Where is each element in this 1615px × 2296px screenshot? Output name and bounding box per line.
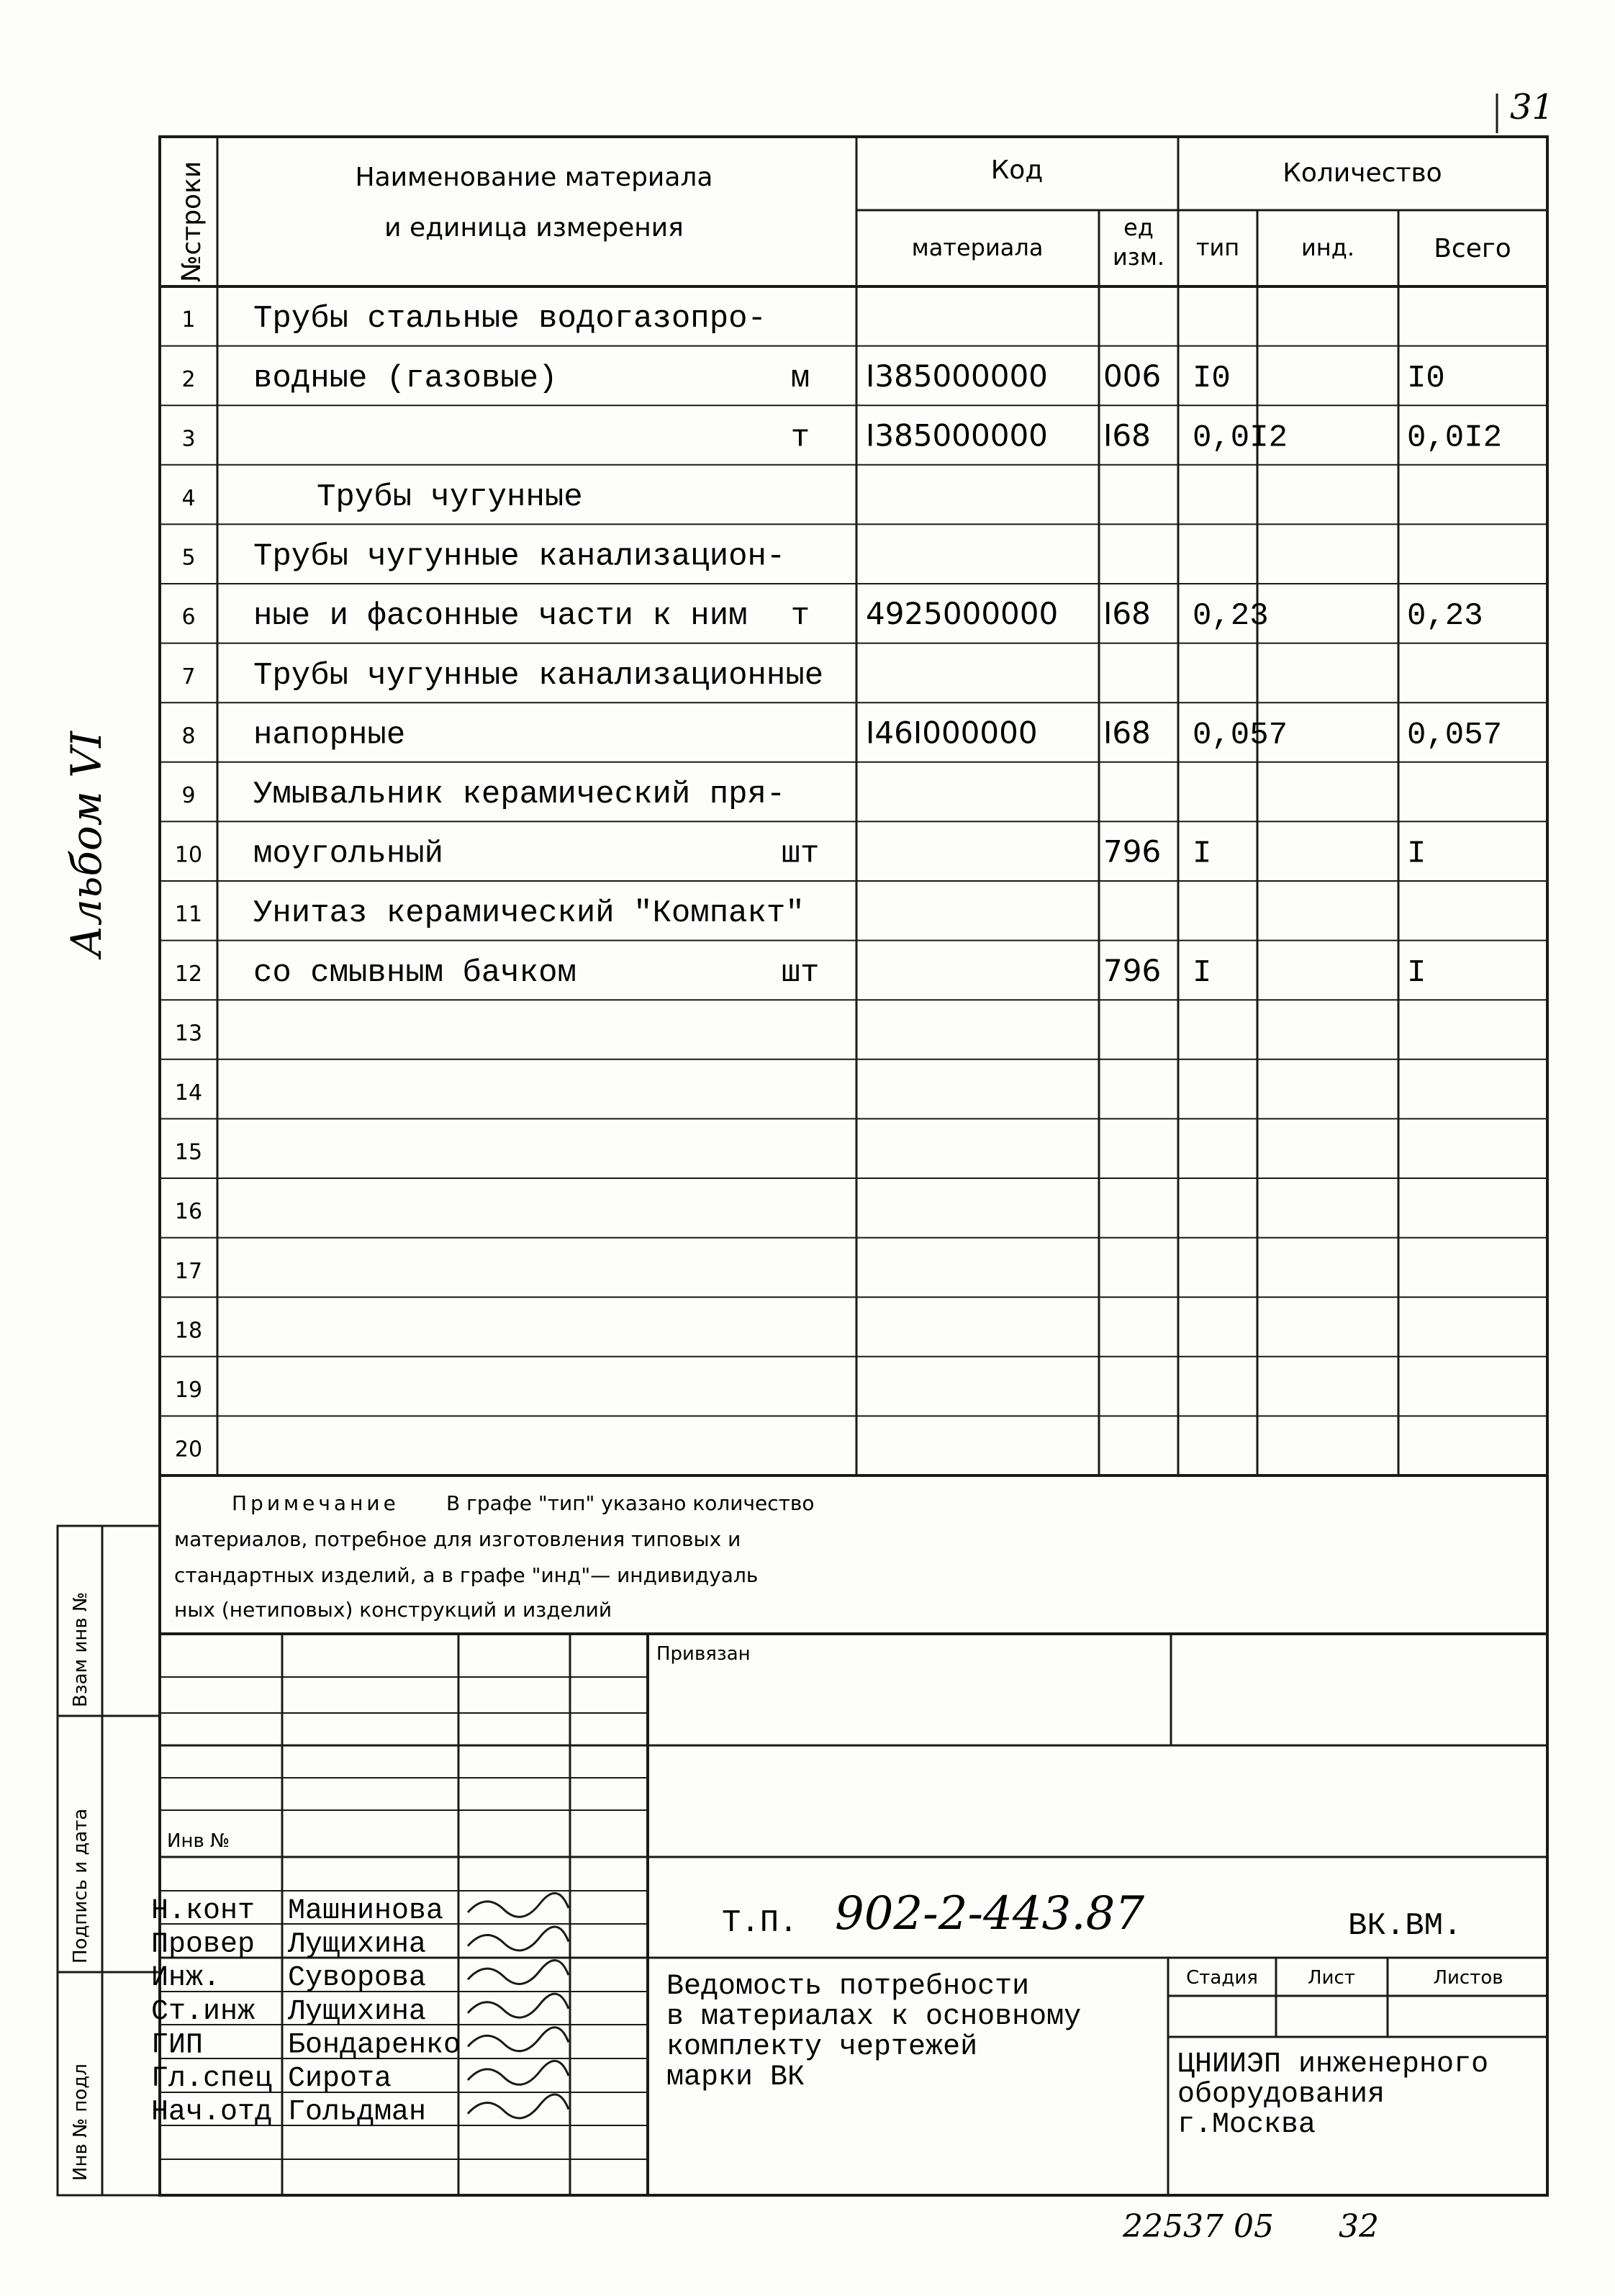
header-quantity: Количество: [1282, 158, 1442, 188]
table-row: [160, 1000, 1547, 1046]
signature-role: Гл.спец: [151, 2063, 273, 2095]
table-row: [181, 301, 766, 337]
table-row: [160, 643, 1547, 694]
row-number: 13: [174, 1021, 203, 1047]
table-row: [160, 1297, 1547, 1343]
inv-no-label: Инв №: [167, 1830, 230, 1852]
doc-prefix: Т.П.: [722, 1905, 798, 1941]
material-name: Трубы стальные водогазопро-: [253, 301, 766, 338]
privyazan-label: Привязан: [656, 1643, 751, 1665]
row-number: 19: [174, 1377, 203, 1403]
qty-total: I: [1407, 954, 1426, 991]
signature-row: [151, 1961, 569, 1995]
row-number: 1: [181, 307, 196, 333]
row-number: 12: [174, 961, 203, 987]
side-stamp: [58, 1526, 160, 2195]
signature-row: [151, 2061, 569, 2095]
signature-scribble: [468, 2028, 569, 2051]
table-row: [160, 1178, 1547, 1224]
table-row: [160, 465, 1547, 515]
material-name: напорные: [253, 717, 406, 754]
table-row: [160, 346, 1547, 397]
signature-scribble: [468, 1893, 569, 1917]
header-unit-line2: изм.: [1112, 243, 1165, 271]
note-heading: Примечание: [232, 1491, 399, 1515]
signature-scribble: [468, 1927, 569, 1951]
signature-row: [151, 1927, 569, 1961]
table-row: [160, 1059, 1547, 1106]
signature-role: ГИП: [151, 2029, 204, 2062]
org-line: оборудования: [1177, 2079, 1385, 2111]
qty-total: 0,057: [1407, 717, 1503, 754]
material-name: со смывным бачком: [253, 954, 576, 991]
table-row: [160, 1238, 1547, 1284]
table-body: [160, 301, 1547, 1462]
signature-scribble: [468, 2094, 569, 2118]
row-number: 17: [174, 1258, 203, 1284]
note-line: стандартных изделий, а в графе "инд"— индивидуаль: [174, 1563, 759, 1587]
signature-name: Суворова: [288, 1962, 427, 1995]
note-line: материалов, потребное для изготовления типовых и: [174, 1527, 741, 1551]
row-number: 14: [174, 1080, 203, 1106]
material-name: Трубы чугунные канализационные: [253, 657, 824, 694]
side-stamp-label: Взам инв №: [70, 1592, 91, 1707]
material-name: Унитаз керамический "Компакт": [253, 895, 805, 932]
table-row: [160, 821, 1547, 872]
table-row: [160, 762, 1547, 813]
table-row: [160, 1357, 1547, 1403]
unit-code: I68: [1103, 417, 1151, 453]
bottom-page: 32: [1339, 2208, 1379, 2245]
signature-name: Сирота: [288, 2063, 392, 2095]
page-number: 31: [1510, 87, 1555, 127]
doc-title-line: марки ВК: [666, 2061, 805, 2094]
material-code: I385000000: [866, 417, 1048, 453]
note: [174, 1491, 815, 1622]
note-line: В графе "тип" указано количество: [446, 1491, 815, 1515]
material-name: водные (газовые): [253, 360, 558, 397]
material-unit: т: [790, 420, 810, 456]
row-number: 6: [181, 605, 196, 631]
qty-type: 0,23: [1193, 598, 1269, 635]
qty-total: I0: [1407, 360, 1445, 397]
material-name: ные и фасонные части к ним: [253, 598, 748, 635]
signature-name: Лущихина: [288, 1928, 427, 1961]
org-line: г.Москва: [1177, 2109, 1316, 2141]
material-name: Трубы чугунные канализацион-: [253, 538, 786, 575]
header-qty-ind: инд.: [1300, 234, 1355, 261]
row-number: 9: [181, 782, 196, 808]
row-number: 20: [174, 1437, 203, 1463]
material-code: 4925000000: [866, 596, 1059, 632]
header-material: материала: [911, 234, 1044, 261]
note-line: ных (нетиповых) конструкций и изделий: [174, 1598, 612, 1622]
row-number: 10: [174, 842, 203, 868]
header-qty-total: Всего: [1434, 234, 1511, 263]
table-row: [160, 1416, 1547, 1462]
doc-mark: ВК.ВМ.: [1348, 1908, 1462, 1944]
signature-row: [151, 2028, 569, 2062]
material-unit: шт: [781, 954, 820, 991]
side-stamp-label: Инв № подл: [70, 2064, 91, 2181]
signature-role: Инж.: [151, 1962, 221, 1995]
table-row: [160, 702, 1547, 753]
signature-scribble: [468, 2061, 569, 2084]
signature-name: Гольдман: [288, 2096, 427, 2129]
material-unit: м: [790, 360, 810, 397]
signature-row: [151, 2094, 569, 2129]
qty-type: I: [1193, 954, 1212, 991]
signature-row: [151, 1994, 569, 2028]
row-number: 11: [174, 902, 203, 928]
row-number: 3: [181, 426, 196, 452]
table-row: [160, 584, 1547, 634]
unit-code: 796: [1103, 833, 1162, 869]
header-unit-line1: ед: [1123, 214, 1154, 241]
material-unit: шт: [781, 836, 820, 872]
side-stamp-label: Подпись и дата: [70, 1808, 91, 1963]
qty-total: I: [1407, 836, 1426, 872]
signature-role: Провер: [151, 1928, 255, 1961]
table-row: [160, 881, 1547, 931]
unit-code: 006: [1103, 358, 1162, 394]
material-name: Трубы чугунные: [317, 479, 583, 515]
sheet-label: Лист: [1308, 1967, 1355, 1989]
signature-role: Ст.инж: [151, 1995, 255, 2028]
unit-code: I68: [1103, 715, 1151, 751]
row-number: 7: [181, 664, 196, 690]
doc-number: 902-2-443.87: [835, 1887, 1145, 1940]
row-number: 15: [174, 1139, 203, 1165]
header-code: Код: [990, 155, 1044, 185]
sheets-label: Листов: [1433, 1967, 1503, 1989]
qty-total: 0,23: [1407, 598, 1483, 635]
qty-type: 0,0I2: [1193, 420, 1288, 456]
doc-title-line: комплекту чертежей: [666, 2031, 978, 2064]
material-name: Умывальник керамический пря-: [253, 776, 786, 813]
unit-code: 796: [1103, 952, 1162, 988]
doc-title-line: Ведомость потребности: [666, 1971, 1030, 2003]
table-row: [160, 524, 1547, 574]
row-number: 4: [181, 485, 196, 511]
main-frame: [160, 137, 1547, 2195]
signature-scribble: [468, 1994, 569, 2017]
signature-name: Лущихина: [288, 1995, 427, 2028]
row-number: 18: [174, 1318, 203, 1344]
table-row: [160, 1118, 1547, 1165]
qty-type: 0,057: [1193, 717, 1288, 754]
row-number: 16: [174, 1199, 203, 1225]
bottom-code: 22537 05: [1123, 2208, 1274, 2245]
header-qty-type: тип: [1195, 234, 1240, 261]
header-name-line1: Наименование материала: [355, 163, 713, 192]
signature-name: Машнинова: [288, 1895, 444, 1927]
row-number: 2: [181, 366, 196, 392]
stage-label: Стадия: [1186, 1967, 1258, 1989]
signature-row: [151, 1893, 569, 1927]
table-row: [160, 941, 1547, 991]
doc-title-line: в материалах к основному: [666, 2001, 1082, 2033]
material-name: моугольный: [253, 836, 444, 872]
margin-label: Альбом VI: [62, 731, 111, 957]
qty-type: I: [1193, 836, 1212, 872]
org-line: ЦНИИЭП инженерного: [1177, 2048, 1489, 2081]
qty-total: 0,0I2: [1407, 420, 1503, 456]
table-row: [160, 405, 1547, 456]
signature-role: Нач.отд: [151, 2096, 273, 2129]
material-code: I385000000: [866, 358, 1048, 394]
row-number: 5: [181, 545, 196, 571]
header-row-no: №строки: [177, 161, 207, 282]
signature-list: [151, 1893, 569, 2128]
header-name-line2: и единица измерения: [384, 213, 684, 243]
signature-name: Бондаренко: [288, 2029, 461, 2062]
row-number: 8: [181, 723, 196, 749]
qty-type: I0: [1193, 360, 1231, 397]
signature-role: Н.конт: [151, 1895, 255, 1927]
signature-scribble: [468, 1961, 569, 1984]
unit-code: I68: [1103, 596, 1151, 632]
material-unit: т: [790, 598, 810, 635]
material-code: I46I000000: [866, 715, 1038, 751]
